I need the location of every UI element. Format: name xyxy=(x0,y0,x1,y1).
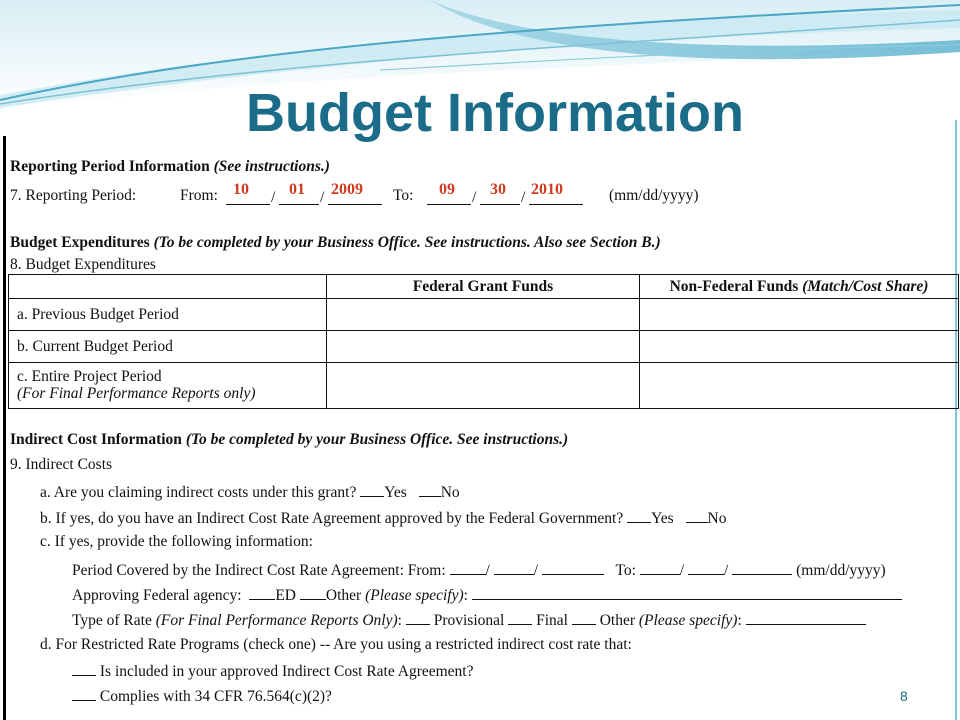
b-yes-blank[interactable] xyxy=(627,508,651,523)
from-day-underline xyxy=(279,204,319,205)
restricted-option-1-blank[interactable] xyxy=(72,661,96,676)
empty-header-cell xyxy=(9,275,327,299)
table-row xyxy=(9,331,959,362)
to-month-underline xyxy=(427,204,471,205)
period-covered-line: Period Covered by the Indirect Cost Rate Agreement: From: / / To: / / (mm/dd/yyyy) xyxy=(72,562,886,579)
table-header-row xyxy=(9,275,959,299)
period-from-month-blank[interactable] xyxy=(450,560,486,575)
table-row xyxy=(9,362,959,408)
period-from-year-blank[interactable] xyxy=(542,560,604,575)
restricted-option-2: Complies with 34 CFR 76.564(c)(2)? xyxy=(72,686,332,706)
rate-other-specify-field[interactable] xyxy=(746,610,866,625)
agency-other-blank[interactable] xyxy=(300,585,326,600)
nonfederal-previous-cell[interactable] xyxy=(640,299,959,331)
period-to-day-blank[interactable] xyxy=(688,560,724,575)
to-label: To: xyxy=(393,187,414,204)
row-label: a. Previous Budget Period xyxy=(9,299,327,331)
from-month-underline xyxy=(226,204,270,205)
agency-other-specify-field[interactable] xyxy=(472,585,902,600)
to-year-value[interactable]: 2010 xyxy=(531,181,563,198)
budget-heading: Budget Expenditures (To be completed by your Business Office. See instructions. Also see Section B.) xyxy=(10,234,661,251)
from-day-value[interactable]: 01 xyxy=(289,181,305,198)
period-to-year-blank[interactable] xyxy=(732,560,792,575)
reporting-period-label: 7. Reporting Period: xyxy=(10,187,137,204)
page-title: Budget Information xyxy=(246,83,744,143)
b-no-blank[interactable] xyxy=(686,508,708,523)
row-label: b. Current Budget Period xyxy=(9,331,327,362)
federal-funds-header: Federal Grant Funds xyxy=(327,275,640,299)
question-b: b. If yes, do you have an Indirect Cost Rate Agreement approved by the Federal Government? Yes No xyxy=(40,510,727,527)
from-year-underline xyxy=(328,204,382,205)
page-number: 8 xyxy=(900,688,908,704)
rate-final-blank[interactable] xyxy=(508,610,532,625)
from-year-value[interactable]: 2009 xyxy=(331,181,363,198)
nonfederal-entire-cell[interactable] xyxy=(640,362,959,408)
reporting-heading: Reporting Period Information (See instructions.) xyxy=(10,158,330,175)
approving-agency-line: Approving Federal agency: ED Other (Please specify): xyxy=(72,585,902,605)
period-from-day-blank[interactable] xyxy=(494,560,534,575)
row-label: c. Entire Project Period (For Final Performance Reports only) xyxy=(9,362,327,408)
to-day-underline xyxy=(480,204,520,205)
agency-ed-blank[interactable] xyxy=(249,585,275,600)
date-format-hint: (mm/dd/yyyy) xyxy=(609,187,699,204)
to-year-underline xyxy=(529,204,583,205)
from-label: From: xyxy=(180,187,218,204)
budget-item-label: 8. Budget Expenditures xyxy=(10,256,156,273)
type-of-rate-line: Type of Rate (For Final Performance Reports Only): Provisional Final Other (Please specify): xyxy=(72,610,866,630)
federal-current-cell[interactable] xyxy=(327,331,640,362)
to-month-value[interactable]: 09 xyxy=(439,181,455,198)
slide-right-border xyxy=(955,120,957,720)
federal-previous-cell[interactable] xyxy=(327,299,640,331)
nonfederal-funds-header: Non-Federal Funds (Match/Cost Share) xyxy=(640,275,959,299)
budget-expenditures-table xyxy=(8,274,959,409)
nonfederal-current-cell[interactable] xyxy=(640,331,959,362)
to-day-value[interactable]: 30 xyxy=(490,181,506,198)
rate-other-blank[interactable] xyxy=(572,610,596,625)
rate-provisional-blank[interactable] xyxy=(406,610,430,625)
period-to-month-blank[interactable] xyxy=(640,560,680,575)
federal-entire-cell[interactable] xyxy=(327,362,640,408)
from-month-value[interactable]: 10 xyxy=(233,181,249,198)
a-no-blank[interactable] xyxy=(419,482,441,497)
indirect-heading: Indirect Cost Information (To be completed by your Business Office. See instructions.) xyxy=(10,431,569,448)
table-row xyxy=(9,299,959,331)
question-d: d. For Restricted Rate Programs (check one) -- Are you using a restricted indirect cost rate that: xyxy=(40,636,632,653)
restricted-option-2-blank[interactable] xyxy=(72,686,96,701)
a-yes-blank[interactable] xyxy=(360,482,384,497)
question-a: a. Are you claiming indirect costs under this grant? Yes No xyxy=(40,484,460,501)
form-left-border xyxy=(3,136,6,720)
question-c: c. If yes, provide the following information: xyxy=(40,533,313,550)
restricted-option-1: Is included in your approved Indirect Cost Rate Agreement? xyxy=(72,661,474,681)
indirect-item-label: 9. Indirect Costs xyxy=(10,456,113,473)
